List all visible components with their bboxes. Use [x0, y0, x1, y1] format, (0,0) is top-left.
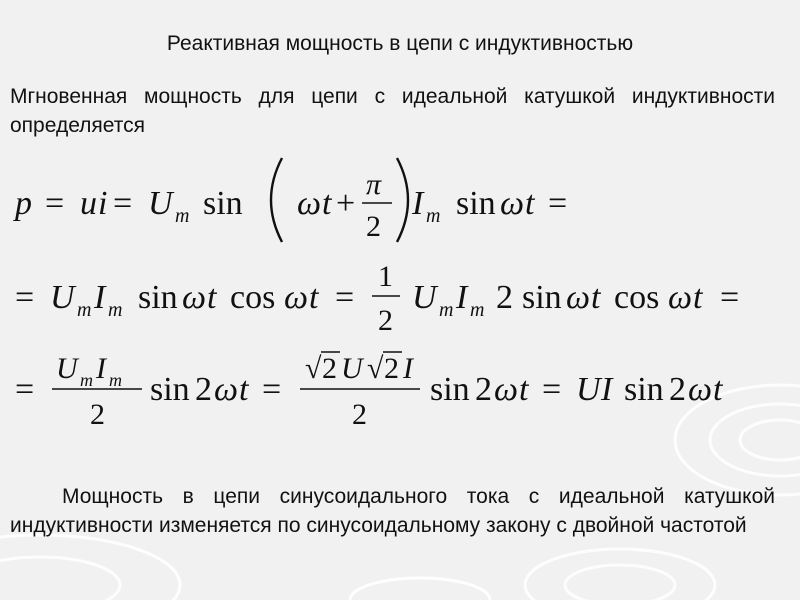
svg-text:I: I — [601, 371, 613, 408]
svg-text:ω: ω — [284, 279, 309, 316]
equation-line-3 — [15, 352, 724, 431]
svg-text:U: U — [148, 185, 173, 222]
svg-text:m: m — [426, 205, 441, 227]
svg-text:=: = — [45, 185, 65, 222]
svg-text:=: = — [15, 371, 35, 408]
svg-text:2: 2 — [475, 371, 492, 408]
svg-text:I: I — [96, 352, 106, 385]
svg-text:2: 2 — [322, 352, 337, 385]
svg-text:sin: sin — [430, 371, 470, 408]
slide-title: Реактивная мощность в цепи с индуктивностью — [166, 32, 634, 55]
svg-text:=: = — [262, 371, 282, 408]
svg-text:sin: sin — [150, 371, 190, 408]
svg-text:t: t — [322, 185, 332, 222]
svg-text:U: U — [50, 279, 75, 316]
svg-text:π: π — [366, 168, 382, 201]
svg-text:ω: ω — [668, 279, 693, 316]
svg-text:=: = — [335, 279, 355, 316]
svg-text:2: 2 — [195, 371, 212, 408]
svg-text:I: I — [403, 352, 413, 385]
svg-text:ω: ω — [500, 185, 525, 222]
svg-text:t: t — [713, 371, 723, 408]
svg-text:U: U — [412, 279, 437, 316]
svg-text:U: U — [56, 352, 78, 385]
svg-text:sin: sin — [138, 279, 178, 316]
svg-text:√: √ — [367, 352, 384, 385]
svg-text:2: 2 — [384, 352, 399, 385]
svg-text:t: t — [309, 279, 319, 316]
svg-text:sin: sin — [203, 185, 243, 222]
svg-text:ω: ω — [494, 371, 519, 408]
svg-text:=: = — [542, 371, 562, 408]
svg-text:U: U — [341, 352, 363, 385]
svg-text:m: m — [80, 370, 93, 390]
svg-text:u: u — [80, 185, 97, 222]
equation-line-2 — [15, 260, 739, 337]
svg-text:I: I — [412, 185, 424, 222]
svg-text:i: i — [98, 185, 108, 222]
svg-text:t: t — [519, 371, 529, 408]
intro-paragraph: Мгновенная мощность для цепи с идеальной катушкой индуктивности определяется — [10, 85, 775, 137]
svg-text:2: 2 — [352, 398, 367, 431]
svg-text:m: m — [175, 205, 190, 227]
svg-text:2: 2 — [669, 371, 686, 408]
svg-text:2: 2 — [366, 210, 381, 243]
svg-text:ω: ω — [182, 279, 207, 316]
svg-text:U: U — [576, 371, 601, 408]
svg-text:=: = — [548, 185, 568, 222]
svg-text:=: = — [113, 185, 133, 222]
svg-text:2: 2 — [378, 304, 393, 337]
svg-text:ω: ω — [688, 371, 713, 408]
svg-text:sin: sin — [522, 279, 562, 316]
equation-line-1 — [13, 158, 567, 243]
svg-text:m: m — [439, 299, 454, 321]
svg-text:t: t — [693, 279, 703, 316]
svg-text:t: t — [525, 185, 535, 222]
svg-text:ω: ω — [214, 371, 239, 408]
svg-text:1: 1 — [378, 260, 393, 293]
svg-text:m: m — [470, 299, 485, 321]
svg-text:m: m — [77, 299, 92, 321]
svg-text:=: = — [720, 279, 740, 316]
svg-text:cos: cos — [614, 279, 660, 316]
svg-text:I: I — [456, 279, 468, 316]
svg-text:+: + — [336, 185, 356, 222]
svg-text:sin: sin — [624, 371, 664, 408]
svg-text:=: = — [15, 279, 35, 316]
svg-text:ω: ω — [566, 279, 591, 316]
svg-text:2: 2 — [496, 279, 513, 316]
svg-text:2: 2 — [90, 398, 105, 431]
svg-text:√: √ — [305, 352, 322, 385]
svg-text:ω: ω — [297, 185, 322, 222]
svg-text:p: p — [15, 185, 32, 222]
svg-text:cos: cos — [230, 279, 276, 316]
svg-text:t: t — [239, 371, 249, 408]
svg-text:t: t — [207, 279, 217, 316]
conclusion-paragraph: Мощность в цепи синусоидального тока с идеальной катушкой индуктивности изменяется по синусоидальному закону с двойной частотой — [10, 485, 775, 537]
svg-text:sin: sin — [456, 185, 496, 222]
svg-text:I: I — [94, 279, 106, 316]
svg-text:t: t — [591, 279, 601, 316]
svg-text:m: m — [109, 370, 122, 390]
svg-text:m: m — [108, 299, 123, 321]
